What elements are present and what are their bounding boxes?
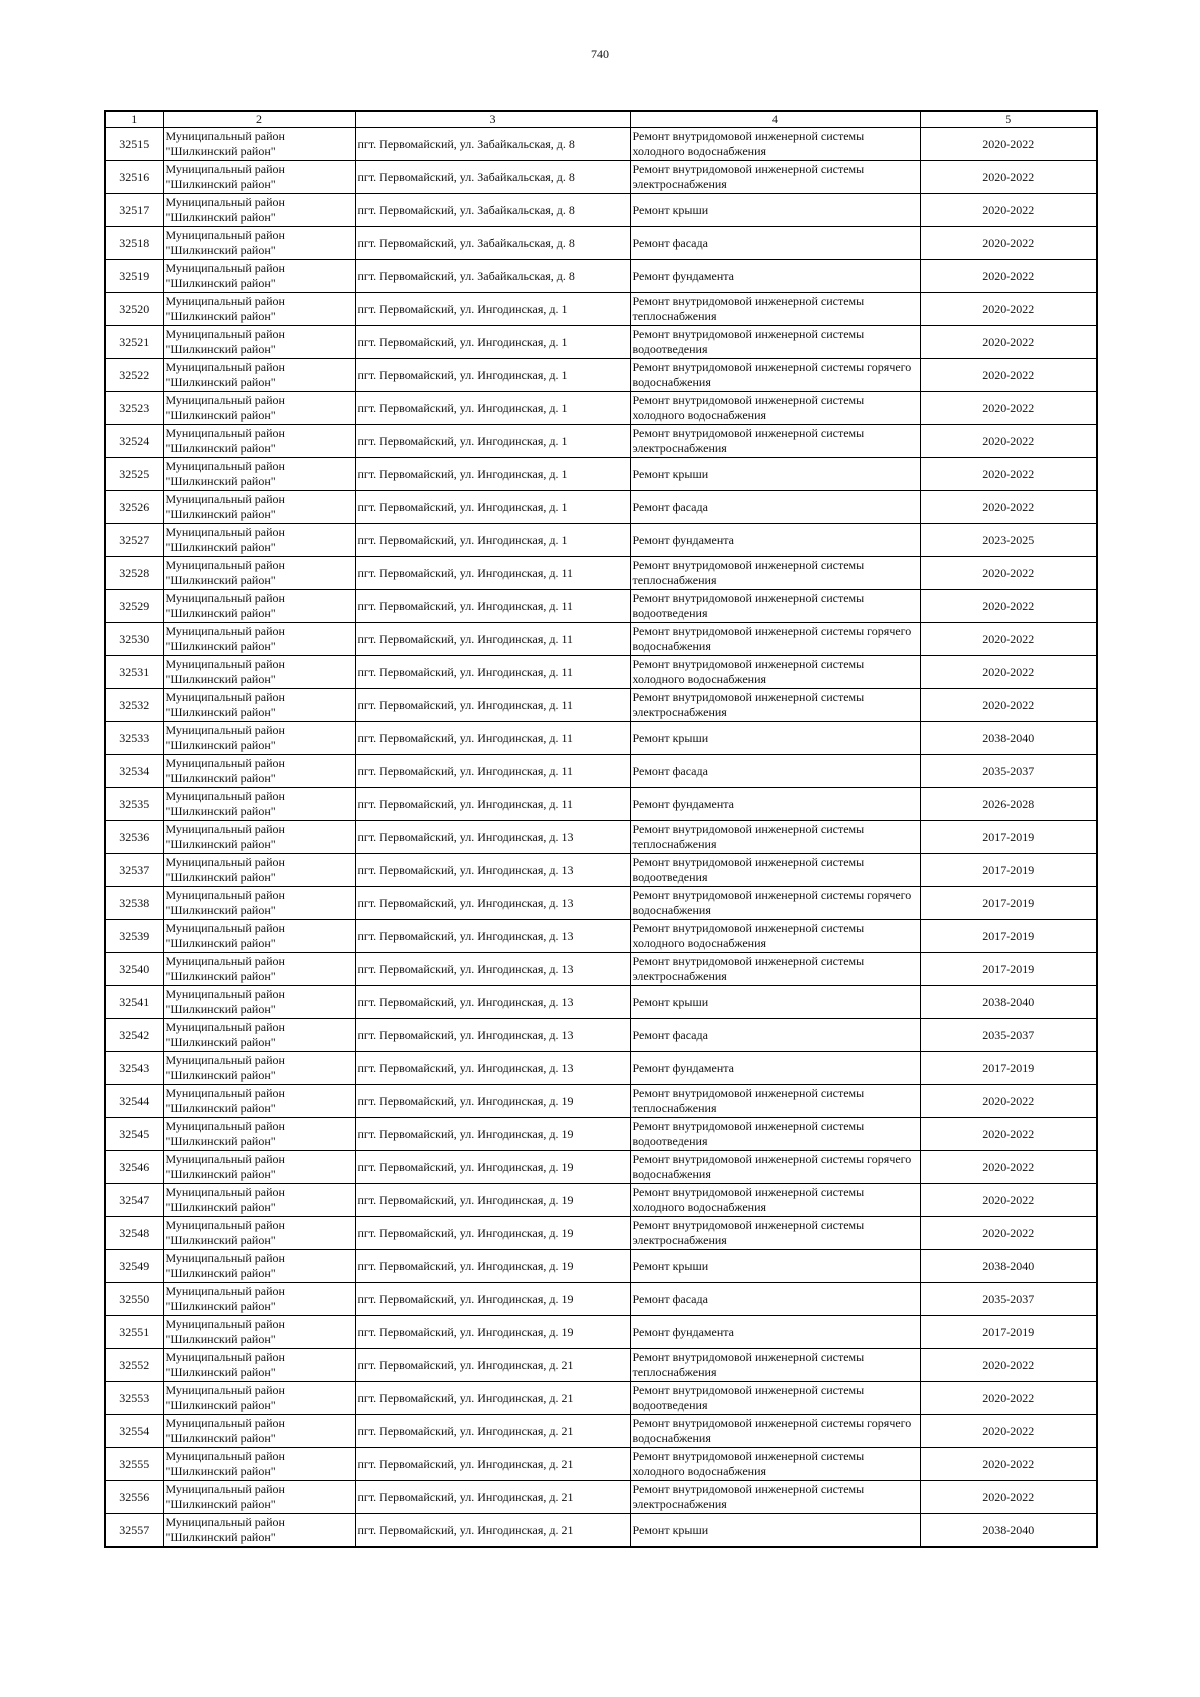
row-number: 32525 (105, 458, 163, 491)
address-cell: пгт. Первомайский, ул. Ингодинская, д. 19 (355, 1085, 630, 1118)
period-cell: 2020-2022 (920, 1382, 1097, 1415)
table-row (105, 1481, 1097, 1514)
period-cell: 2020-2022 (920, 1448, 1097, 1481)
table-row (105, 491, 1097, 524)
work-type-cell: Ремонт внутридомовой инженерной системы электроснабжения (630, 1217, 920, 1250)
work-type-cell: Ремонт фундамента (630, 260, 920, 293)
work-type-cell: Ремонт внутридомовой инженерной системы холодного водоснабжения (630, 392, 920, 425)
work-type-cell: Ремонт внутридомовой инженерной системы горячего водоснабжения (630, 359, 920, 392)
row-number: 32520 (105, 293, 163, 326)
table-row (105, 656, 1097, 689)
address-cell: пгт. Первомайский, ул. Ингодинская, д. 1 (355, 392, 630, 425)
table-row (105, 392, 1097, 425)
period-cell: 2020-2022 (920, 194, 1097, 227)
address-cell: пгт. Первомайский, ул. Ингодинская, д. 11 (355, 557, 630, 590)
table-row (105, 920, 1097, 953)
district-cell: Муниципальный район "Шилкинский район" (163, 128, 355, 161)
work-type-cell: Ремонт внутридомовой инженерной системы теплоснабжения (630, 821, 920, 854)
period-cell: 2020-2022 (920, 590, 1097, 623)
table-row (105, 1085, 1097, 1118)
address-cell: пгт. Первомайский, ул. Ингодинская, д. 13 (355, 1052, 630, 1085)
row-number: 32539 (105, 920, 163, 953)
address-cell: пгт. Первомайский, ул. Ингодинская, д. 1 (355, 458, 630, 491)
district-cell: Муниципальный район "Шилкинский район" (163, 227, 355, 260)
period-cell: 2020-2022 (920, 491, 1097, 524)
period-cell: 2020-2022 (920, 425, 1097, 458)
table-row (105, 557, 1097, 590)
period-cell: 2035-2037 (920, 1019, 1097, 1052)
row-number: 32515 (105, 128, 163, 161)
row-number: 32550 (105, 1283, 163, 1316)
work-type-cell: Ремонт внутридомовой инженерной системы водоотведения (630, 1382, 920, 1415)
row-number: 32551 (105, 1316, 163, 1349)
work-type-cell: Ремонт фасада (630, 1019, 920, 1052)
period-cell: 2020-2022 (920, 1184, 1097, 1217)
table-body (105, 128, 1097, 1548)
district-cell: Муниципальный район "Шилкинский район" (163, 1085, 355, 1118)
work-type-cell: Ремонт фундамента (630, 1316, 920, 1349)
address-cell: пгт. Первомайский, ул. Ингодинская, д. 1 (355, 491, 630, 524)
period-cell: 2020-2022 (920, 557, 1097, 590)
district-cell: Муниципальный район "Шилкинский район" (163, 755, 355, 788)
row-number: 32516 (105, 161, 163, 194)
district-cell: Муниципальный район "Шилкинский район" (163, 623, 355, 656)
district-cell: Муниципальный район "Шилкинский район" (163, 1019, 355, 1052)
work-type-cell: Ремонт внутридомовой инженерной системы горячего водоснабжения (630, 887, 920, 920)
work-type-cell: Ремонт фасада (630, 491, 920, 524)
period-cell: 2038-2040 (920, 1514, 1097, 1548)
district-cell: Муниципальный район "Шилкинский район" (163, 557, 355, 590)
work-type-cell: Ремонт внутридомовой инженерной системы водоотведения (630, 590, 920, 623)
row-number: 32519 (105, 260, 163, 293)
table-row (105, 986, 1097, 1019)
row-number: 32556 (105, 1481, 163, 1514)
period-cell: 2020-2022 (920, 1151, 1097, 1184)
period-cell: 2017-2019 (920, 953, 1097, 986)
address-cell: пгт. Первомайский, ул. Ингодинская, д. 1 (355, 524, 630, 557)
row-number: 32524 (105, 425, 163, 458)
period-cell: 2020-2022 (920, 1085, 1097, 1118)
district-cell: Муниципальный район "Шилкинский район" (163, 491, 355, 524)
column-header-2: 2 (163, 111, 355, 128)
district-cell: Муниципальный район "Шилкинский район" (163, 1118, 355, 1151)
work-type-cell: Ремонт внутридомовой инженерной системы электроснабжения (630, 953, 920, 986)
work-type-cell: Ремонт внутридомовой инженерной системы холодного водоснабжения (630, 128, 920, 161)
period-cell: 2017-2019 (920, 1052, 1097, 1085)
page-number: 740 (591, 47, 609, 61)
address-cell: пгт. Первомайский, ул. Забайкальская, д. 8 (355, 227, 630, 260)
work-type-cell: Ремонт фасада (630, 1283, 920, 1316)
address-cell: пгт. Первомайский, ул. Ингодинская, д. 19 (355, 1217, 630, 1250)
table-row (105, 854, 1097, 887)
address-cell: пгт. Первомайский, ул. Ингодинская, д. 11 (355, 590, 630, 623)
table-row (105, 722, 1097, 755)
row-number: 32535 (105, 788, 163, 821)
table-row (105, 1151, 1097, 1184)
table-row (105, 194, 1097, 227)
district-cell: Муниципальный район "Шилкинский район" (163, 656, 355, 689)
table-row (105, 326, 1097, 359)
work-type-cell: Ремонт крыши (630, 1250, 920, 1283)
period-cell: 2020-2022 (920, 359, 1097, 392)
row-number: 32536 (105, 821, 163, 854)
address-cell: пгт. Первомайский, ул. Ингодинская, д. 21 (355, 1448, 630, 1481)
work-type-cell: Ремонт внутридомовой инженерной системы горячего водоснабжения (630, 1151, 920, 1184)
row-number: 32554 (105, 1415, 163, 1448)
period-cell: 2020-2022 (920, 1349, 1097, 1382)
work-type-cell: Ремонт внутридомовой инженерной системы электроснабжения (630, 161, 920, 194)
work-type-cell: Ремонт крыши (630, 722, 920, 755)
work-type-cell: Ремонт фасада (630, 227, 920, 260)
row-number: 32541 (105, 986, 163, 1019)
period-cell: 2020-2022 (920, 392, 1097, 425)
row-number: 32531 (105, 656, 163, 689)
repair-schedule-table (104, 110, 1098, 1548)
work-type-cell: Ремонт крыши (630, 458, 920, 491)
table-row (105, 953, 1097, 986)
table-header-row (105, 111, 1097, 128)
row-number: 32538 (105, 887, 163, 920)
table-row (105, 260, 1097, 293)
address-cell: пгт. Первомайский, ул. Забайкальская, д. 8 (355, 260, 630, 293)
work-type-cell: Ремонт внутридомовой инженерной системы теплоснабжения (630, 1349, 920, 1382)
district-cell: Муниципальный район "Шилкинский район" (163, 425, 355, 458)
row-number: 32555 (105, 1448, 163, 1481)
district-cell: Муниципальный район "Шилкинский район" (163, 1349, 355, 1382)
row-number: 32517 (105, 194, 163, 227)
row-number: 32537 (105, 854, 163, 887)
work-type-cell: Ремонт внутридомовой инженерной системы теплоснабжения (630, 557, 920, 590)
district-cell: Муниципальный район "Шилкинский район" (163, 887, 355, 920)
column-header-4: 4 (630, 111, 920, 128)
district-cell: Муниципальный район "Шилкинский район" (163, 953, 355, 986)
address-cell: пгт. Первомайский, ул. Ингодинская, д. 21 (355, 1382, 630, 1415)
district-cell: Муниципальный район "Шилкинский район" (163, 1184, 355, 1217)
district-cell: Муниципальный район "Шилкинский район" (163, 326, 355, 359)
address-cell: пгт. Первомайский, ул. Ингодинская, д. 11 (355, 656, 630, 689)
work-type-cell: Ремонт внутридомовой инженерной системы электроснабжения (630, 425, 920, 458)
address-cell: пгт. Первомайский, ул. Ингодинская, д. 13 (355, 920, 630, 953)
work-type-cell: Ремонт внутридомовой инженерной системы теплоснабжения (630, 293, 920, 326)
table-row (105, 1250, 1097, 1283)
row-number: 32548 (105, 1217, 163, 1250)
row-number: 32557 (105, 1514, 163, 1548)
address-cell: пгт. Первомайский, ул. Ингодинская, д. 13 (355, 953, 630, 986)
period-cell: 2020-2022 (920, 1481, 1097, 1514)
table-row (105, 755, 1097, 788)
row-number: 32553 (105, 1382, 163, 1415)
table-row (105, 1349, 1097, 1382)
table-row (105, 1283, 1097, 1316)
work-type-cell: Ремонт крыши (630, 1514, 920, 1548)
work-type-cell: Ремонт внутридомовой инженерной системы холодного водоснабжения (630, 1448, 920, 1481)
district-cell: Муниципальный район "Шилкинский район" (163, 1283, 355, 1316)
district-cell: Муниципальный район "Шилкинский район" (163, 458, 355, 491)
address-cell: пгт. Первомайский, ул. Ингодинская, д. 19 (355, 1283, 630, 1316)
table-row (105, 425, 1097, 458)
address-cell: пгт. Первомайский, ул. Ингодинская, д. 21 (355, 1349, 630, 1382)
district-cell: Муниципальный район "Шилкинский район" (163, 1514, 355, 1548)
table-row (105, 1382, 1097, 1415)
table-row (105, 1217, 1097, 1250)
district-cell: Муниципальный район "Шилкинский район" (163, 920, 355, 953)
work-type-cell: Ремонт внутридомовой инженерной системы холодного водоснабжения (630, 656, 920, 689)
address-cell: пгт. Первомайский, ул. Ингодинская, д. 11 (355, 788, 630, 821)
district-cell: Муниципальный район "Шилкинский район" (163, 293, 355, 326)
address-cell: пгт. Первомайский, ул. Забайкальская, д. 8 (355, 161, 630, 194)
period-cell: 2020-2022 (920, 326, 1097, 359)
district-cell: Муниципальный район "Шилкинский район" (163, 1448, 355, 1481)
address-cell: пгт. Первомайский, ул. Ингодинская, д. 13 (355, 986, 630, 1019)
district-cell: Муниципальный район "Шилкинский район" (163, 392, 355, 425)
period-cell: 2020-2022 (920, 689, 1097, 722)
period-cell: 2020-2022 (920, 293, 1097, 326)
row-number: 32518 (105, 227, 163, 260)
period-cell: 2023-2025 (920, 524, 1097, 557)
row-number: 32526 (105, 491, 163, 524)
row-number: 32529 (105, 590, 163, 623)
work-type-cell: Ремонт внутридомовой инженерной системы холодного водоснабжения (630, 920, 920, 953)
address-cell: пгт. Первомайский, ул. Ингодинская, д. 19 (355, 1118, 630, 1151)
district-cell: Муниципальный район "Шилкинский район" (163, 161, 355, 194)
row-number: 32543 (105, 1052, 163, 1085)
work-type-cell: Ремонт внутридомовой инженерной системы электроснабжения (630, 689, 920, 722)
address-cell: пгт. Первомайский, ул. Ингодинская, д. 19 (355, 1250, 630, 1283)
work-type-cell: Ремонт внутридомовой инженерной системы электроснабжения (630, 1481, 920, 1514)
district-cell: Муниципальный район "Шилкинский район" (163, 1151, 355, 1184)
table-row (105, 821, 1097, 854)
district-cell: Муниципальный район "Шилкинский район" (163, 1316, 355, 1349)
table-row (105, 887, 1097, 920)
address-cell: пгт. Первомайский, ул. Ингодинская, д. 1 (355, 359, 630, 392)
district-cell: Муниципальный район "Шилкинский район" (163, 722, 355, 755)
period-cell: 2038-2040 (920, 722, 1097, 755)
district-cell: Муниципальный район "Шилкинский район" (163, 986, 355, 1019)
address-cell: пгт. Первомайский, ул. Ингодинская, д. 21 (355, 1415, 630, 1448)
work-type-cell: Ремонт внутридомовой инженерной системы водоотведения (630, 326, 920, 359)
address-cell: пгт. Первомайский, ул. Ингодинская, д. 21 (355, 1481, 630, 1514)
row-number: 32540 (105, 953, 163, 986)
period-cell: 2017-2019 (920, 920, 1097, 953)
district-cell: Муниципальный район "Шилкинский район" (163, 524, 355, 557)
period-cell: 2020-2022 (920, 227, 1097, 260)
address-cell: пгт. Первомайский, ул. Ингодинская, д. 1 (355, 293, 630, 326)
period-cell: 2020-2022 (920, 260, 1097, 293)
work-type-cell: Ремонт фундамента (630, 788, 920, 821)
table-row (105, 689, 1097, 722)
period-cell: 2017-2019 (920, 854, 1097, 887)
district-cell: Муниципальный район "Шилкинский район" (163, 788, 355, 821)
address-cell: пгт. Первомайский, ул. Ингодинская, д. 11 (355, 623, 630, 656)
work-type-cell: Ремонт крыши (630, 194, 920, 227)
table-row (105, 623, 1097, 656)
work-type-cell: Ремонт фундамента (630, 1052, 920, 1085)
column-header-5: 5 (920, 111, 1097, 128)
work-type-cell: Ремонт внутридомовой инженерной системы горячего водоснабжения (630, 1415, 920, 1448)
table-row (105, 359, 1097, 392)
district-cell: Муниципальный район "Шилкинский район" (163, 821, 355, 854)
table-row (105, 1316, 1097, 1349)
period-cell: 2020-2022 (920, 1415, 1097, 1448)
period-cell: 2020-2022 (920, 656, 1097, 689)
table-row (105, 788, 1097, 821)
period-cell: 2020-2022 (920, 458, 1097, 491)
table-row (105, 1448, 1097, 1481)
table-row (105, 458, 1097, 491)
work-type-cell: Ремонт крыши (630, 986, 920, 1019)
table-row (105, 128, 1097, 161)
work-type-cell: Ремонт внутридомовой инженерной системы водоотведения (630, 854, 920, 887)
address-cell: пгт. Первомайский, ул. Ингодинская, д. 13 (355, 854, 630, 887)
work-type-cell: Ремонт внутридомовой инженерной системы водоотведения (630, 1118, 920, 1151)
row-number: 32522 (105, 359, 163, 392)
address-cell: пгт. Первомайский, ул. Ингодинская, д. 13 (355, 821, 630, 854)
address-cell: пгт. Первомайский, ул. Ингодинская, д. 13 (355, 1019, 630, 1052)
row-number: 32532 (105, 689, 163, 722)
table-row (105, 1118, 1097, 1151)
table-row (105, 161, 1097, 194)
row-number: 32533 (105, 722, 163, 755)
table-row (105, 1415, 1097, 1448)
table-row (105, 227, 1097, 260)
work-type-cell: Ремонт внутридомовой инженерной системы теплоснабжения (630, 1085, 920, 1118)
table-row (105, 524, 1097, 557)
row-number: 32549 (105, 1250, 163, 1283)
address-cell: пгт. Первомайский, ул. Ингодинская, д. 13 (355, 887, 630, 920)
address-cell: пгт. Первомайский, ул. Ингодинская, д. 1 (355, 326, 630, 359)
table-row (105, 1019, 1097, 1052)
work-type-cell: Ремонт внутридомовой инженерной системы горячего водоснабжения (630, 623, 920, 656)
district-cell: Муниципальный район "Шилкинский район" (163, 260, 355, 293)
district-cell: Муниципальный район "Шилкинский район" (163, 1481, 355, 1514)
column-header-1: 1 (105, 111, 163, 128)
district-cell: Муниципальный район "Шилкинский район" (163, 590, 355, 623)
row-number: 32546 (105, 1151, 163, 1184)
district-cell: Муниципальный район "Шилкинский район" (163, 1382, 355, 1415)
row-number: 32542 (105, 1019, 163, 1052)
district-cell: Муниципальный район "Шилкинский район" (163, 689, 355, 722)
address-cell: пгт. Первомайский, ул. Ингодинская, д. 21 (355, 1514, 630, 1548)
table-row (105, 1514, 1097, 1548)
column-header-3: 3 (355, 111, 630, 128)
row-number: 32527 (105, 524, 163, 557)
district-cell: Муниципальный район "Шилкинский район" (163, 194, 355, 227)
address-cell: пгт. Первомайский, ул. Забайкальская, д. 8 (355, 128, 630, 161)
table-row (105, 293, 1097, 326)
address-cell: пгт. Первомайский, ул. Ингодинская, д. 19 (355, 1184, 630, 1217)
row-number: 32552 (105, 1349, 163, 1382)
row-number: 32521 (105, 326, 163, 359)
work-type-cell: Ремонт фасада (630, 755, 920, 788)
work-type-cell: Ремонт внутридомовой инженерной системы холодного водоснабжения (630, 1184, 920, 1217)
address-cell: пгт. Первомайский, ул. Забайкальская, д. 8 (355, 194, 630, 227)
period-cell: 2017-2019 (920, 1316, 1097, 1349)
period-cell: 2038-2040 (920, 1250, 1097, 1283)
district-cell: Муниципальный район "Шилкинский район" (163, 1052, 355, 1085)
district-cell: Муниципальный район "Шилкинский район" (163, 359, 355, 392)
period-cell: 2020-2022 (920, 623, 1097, 656)
table-row (105, 1052, 1097, 1085)
period-cell: 2020-2022 (920, 161, 1097, 194)
period-cell: 2020-2022 (920, 1118, 1097, 1151)
address-cell: пгт. Первомайский, ул. Ингодинская, д. 11 (355, 755, 630, 788)
row-number: 32544 (105, 1085, 163, 1118)
period-cell: 2017-2019 (920, 821, 1097, 854)
row-number: 32530 (105, 623, 163, 656)
row-number: 32528 (105, 557, 163, 590)
address-cell: пгт. Первомайский, ул. Ингодинская, д. 19 (355, 1316, 630, 1349)
period-cell: 2020-2022 (920, 1217, 1097, 1250)
row-number: 32547 (105, 1184, 163, 1217)
row-number: 32534 (105, 755, 163, 788)
period-cell: 2038-2040 (920, 986, 1097, 1019)
district-cell: Муниципальный район "Шилкинский район" (163, 854, 355, 887)
period-cell: 2035-2037 (920, 1283, 1097, 1316)
period-cell: 2020-2022 (920, 128, 1097, 161)
work-type-cell: Ремонт фундамента (630, 524, 920, 557)
row-number: 32545 (105, 1118, 163, 1151)
address-cell: пгт. Первомайский, ул. Ингодинская, д. 19 (355, 1151, 630, 1184)
district-cell: Муниципальный район "Шилкинский район" (163, 1217, 355, 1250)
district-cell: Муниципальный район "Шилкинский район" (163, 1415, 355, 1448)
address-cell: пгт. Первомайский, ул. Ингодинская, д. 11 (355, 722, 630, 755)
district-cell: Муниципальный район "Шилкинский район" (163, 1250, 355, 1283)
table-row (105, 590, 1097, 623)
table-row (105, 1184, 1097, 1217)
row-number: 32523 (105, 392, 163, 425)
address-cell: пгт. Первомайский, ул. Ингодинская, д. 11 (355, 689, 630, 722)
period-cell: 2026-2028 (920, 788, 1097, 821)
address-cell: пгт. Первомайский, ул. Ингодинская, д. 1 (355, 425, 630, 458)
period-cell: 2035-2037 (920, 755, 1097, 788)
period-cell: 2017-2019 (920, 887, 1097, 920)
